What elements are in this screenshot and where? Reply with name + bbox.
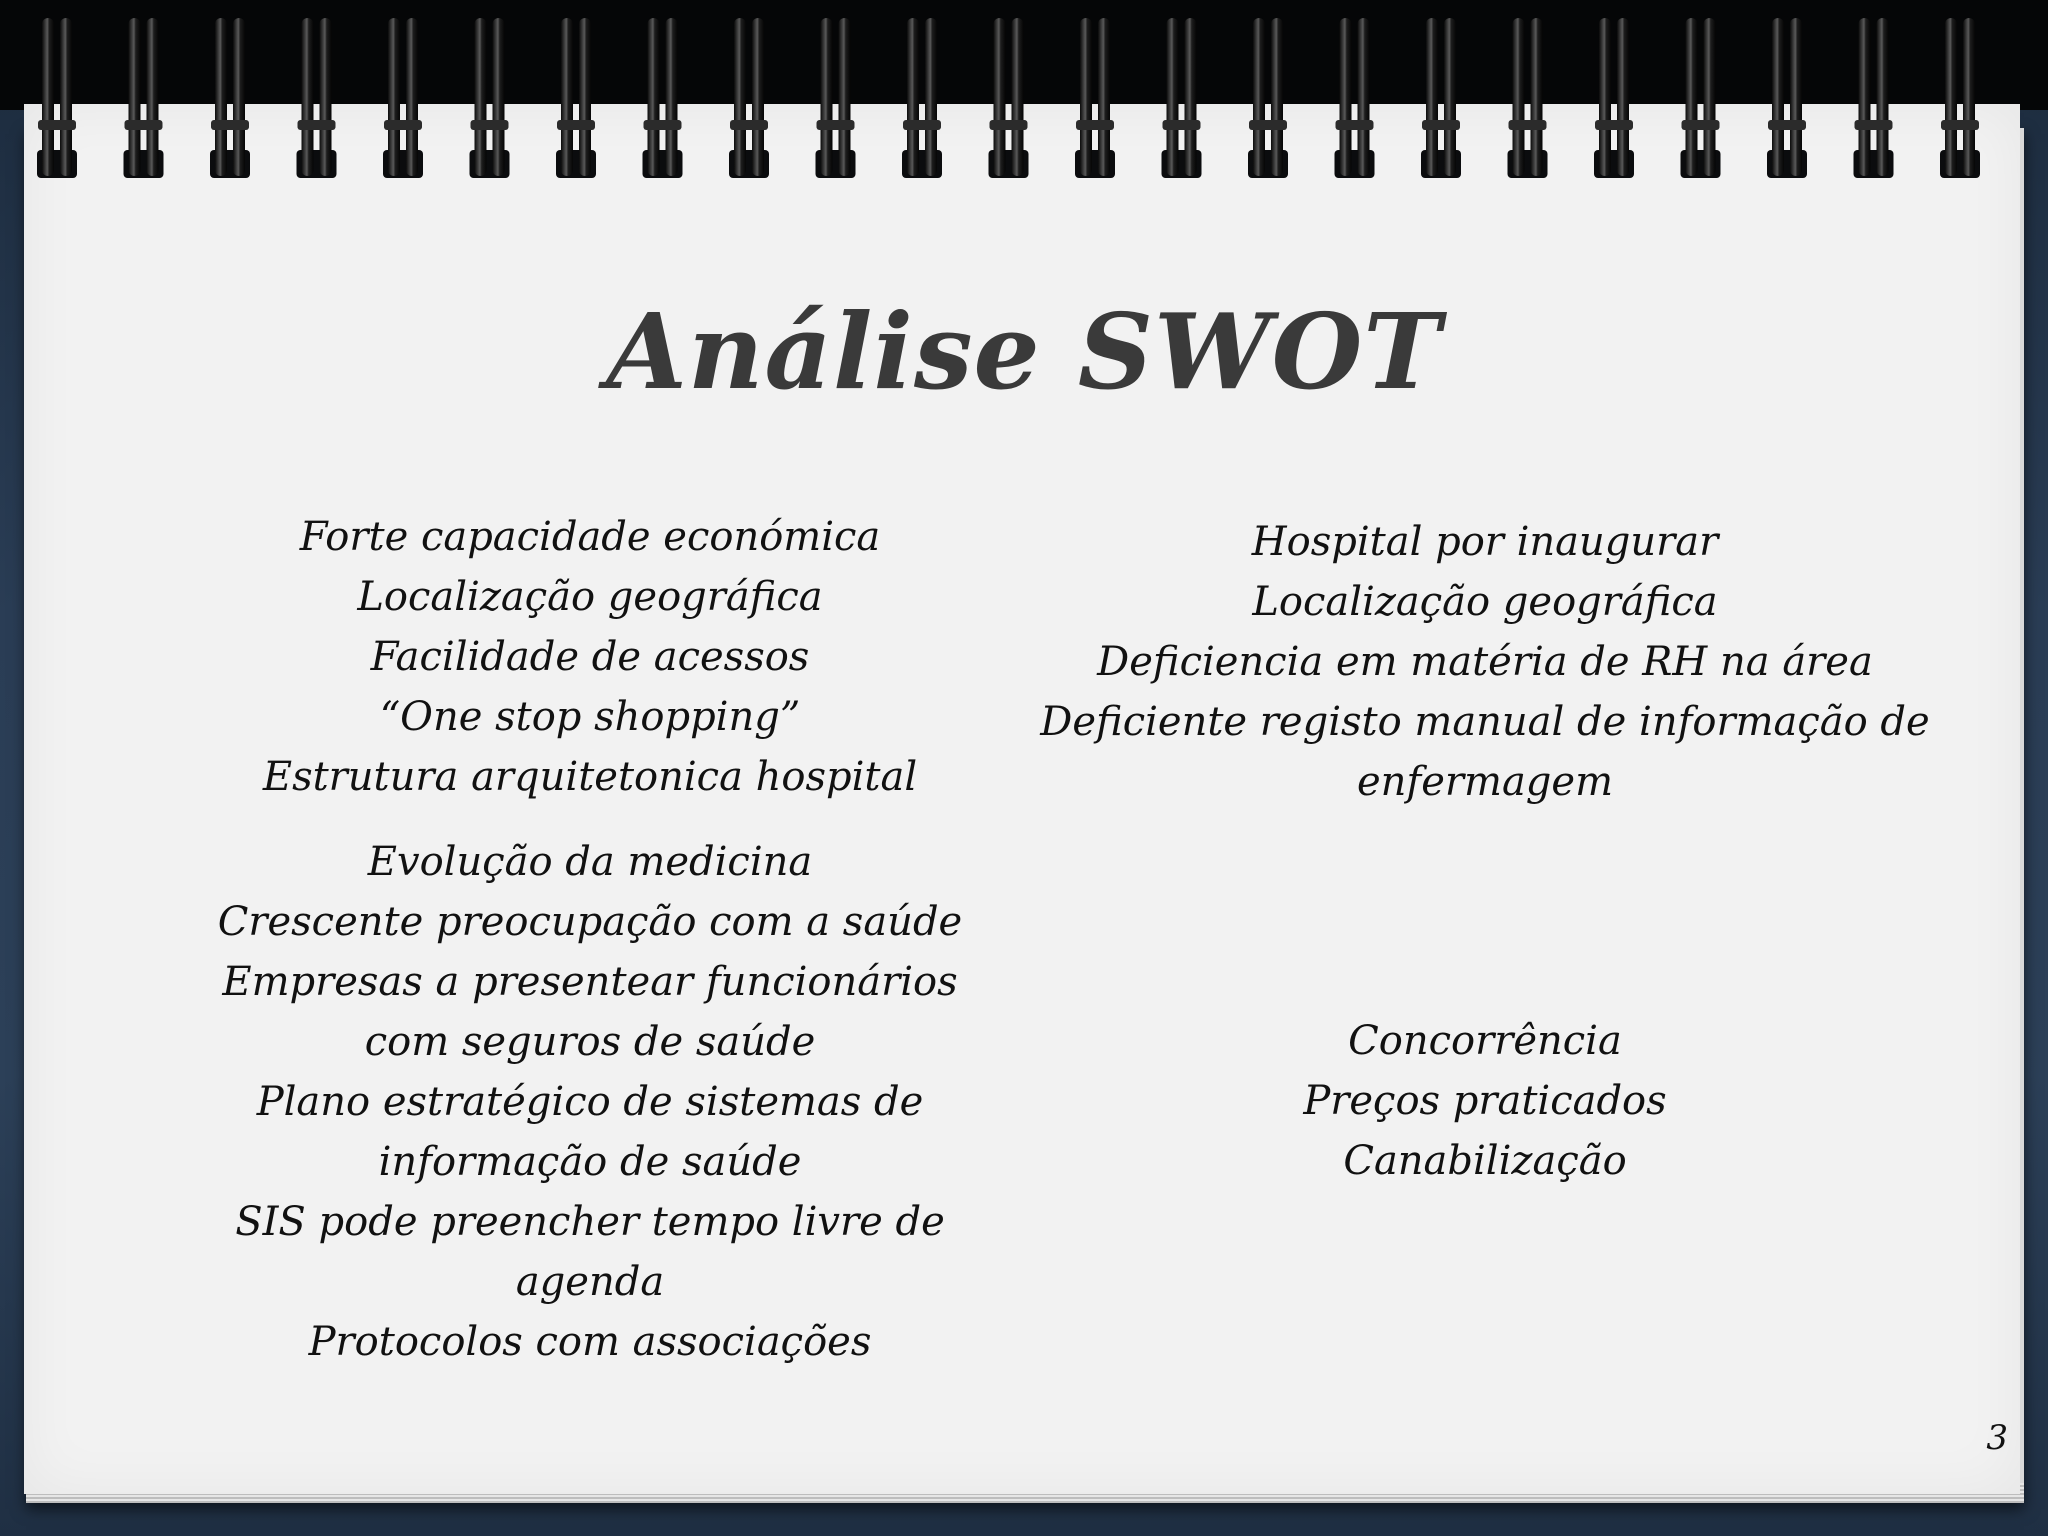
slide-title: Análise SWOT bbox=[606, 290, 1442, 413]
opportunity-item: Empresas a presentear funcionários bbox=[222, 959, 958, 1005]
spiral-binding-icon bbox=[0, 0, 2048, 190]
threat-item: Canabilização bbox=[1343, 1138, 1627, 1184]
spiral-ring-icon bbox=[1767, 18, 1807, 178]
opportunity-item: Evolução da medicina bbox=[367, 839, 813, 885]
spiral-ring-icon bbox=[816, 18, 856, 178]
spiral-ring-icon bbox=[1248, 18, 1288, 178]
strengths-list bbox=[155, 507, 1025, 807]
spiral-ring-icon bbox=[1508, 18, 1548, 178]
spiral-ring-icon bbox=[1421, 18, 1461, 178]
opportunity-item: informação de saúde bbox=[378, 1139, 802, 1185]
weakness-item: enfermagem bbox=[1356, 759, 1613, 805]
weakness-item: Localização geográfica bbox=[1252, 579, 1718, 625]
spiral-ring-icon bbox=[556, 18, 596, 178]
opportunity-item: Protocolos com associações bbox=[308, 1319, 872, 1365]
spiral-ring-icon bbox=[989, 18, 1029, 178]
threat-item: Concorrência bbox=[1348, 1018, 1622, 1064]
strength-item: Localização geográfica bbox=[357, 574, 823, 620]
weakness-item: Deficiente registo manual de informação de bbox=[1040, 699, 1930, 745]
spiral-ring-icon bbox=[902, 18, 942, 178]
spiral-ring-icon bbox=[210, 18, 250, 178]
page-number: 3 bbox=[1986, 1418, 2008, 1458]
weaknesses-list bbox=[1000, 512, 1970, 812]
spiral-ring-icon bbox=[470, 18, 510, 178]
threats-list bbox=[1000, 1011, 1970, 1191]
opportunity-item: agenda bbox=[515, 1259, 665, 1305]
spiral-ring-icon bbox=[1681, 18, 1721, 178]
spiral-ring-icon bbox=[1940, 18, 1980, 178]
spiral-ring-icon bbox=[1162, 18, 1202, 178]
strength-item: “One stop shopping” bbox=[379, 694, 801, 740]
threat-item: Preços praticados bbox=[1303, 1078, 1667, 1124]
opportunity-item: Plano estratégico de sistemas de bbox=[256, 1079, 924, 1125]
spiral-ring-icon bbox=[37, 18, 77, 178]
spiral-ring-icon bbox=[1594, 18, 1634, 178]
spiral-ring-icon bbox=[729, 18, 769, 178]
strength-item: Estrutura arquitetonica hospital bbox=[262, 754, 918, 800]
opportunities-list bbox=[155, 832, 1025, 1372]
spiral-ring-icon bbox=[643, 18, 683, 178]
spiral-ring-icon bbox=[124, 18, 164, 178]
strength-item: Forte capacidade económica bbox=[299, 514, 881, 560]
spiral-ring-icon bbox=[1854, 18, 1894, 178]
spiral-ring-icon bbox=[1075, 18, 1115, 178]
opportunity-item: SIS pode preencher tempo livre de bbox=[235, 1199, 945, 1245]
spiral-ring-icon bbox=[1335, 18, 1375, 178]
strength-item: Facilidade de acessos bbox=[370, 634, 810, 680]
weakness-item: Hospital por inaugurar bbox=[1251, 519, 1719, 565]
opportunity-item: Crescente preocupação com a saúde bbox=[217, 899, 963, 945]
weakness-item: Deficiencia em matéria de RH na área bbox=[1097, 639, 1873, 685]
spiral-ring-icon bbox=[297, 18, 337, 178]
spiral-ring-icon bbox=[383, 18, 423, 178]
opportunity-item: com seguros de saúde bbox=[364, 1019, 816, 1065]
